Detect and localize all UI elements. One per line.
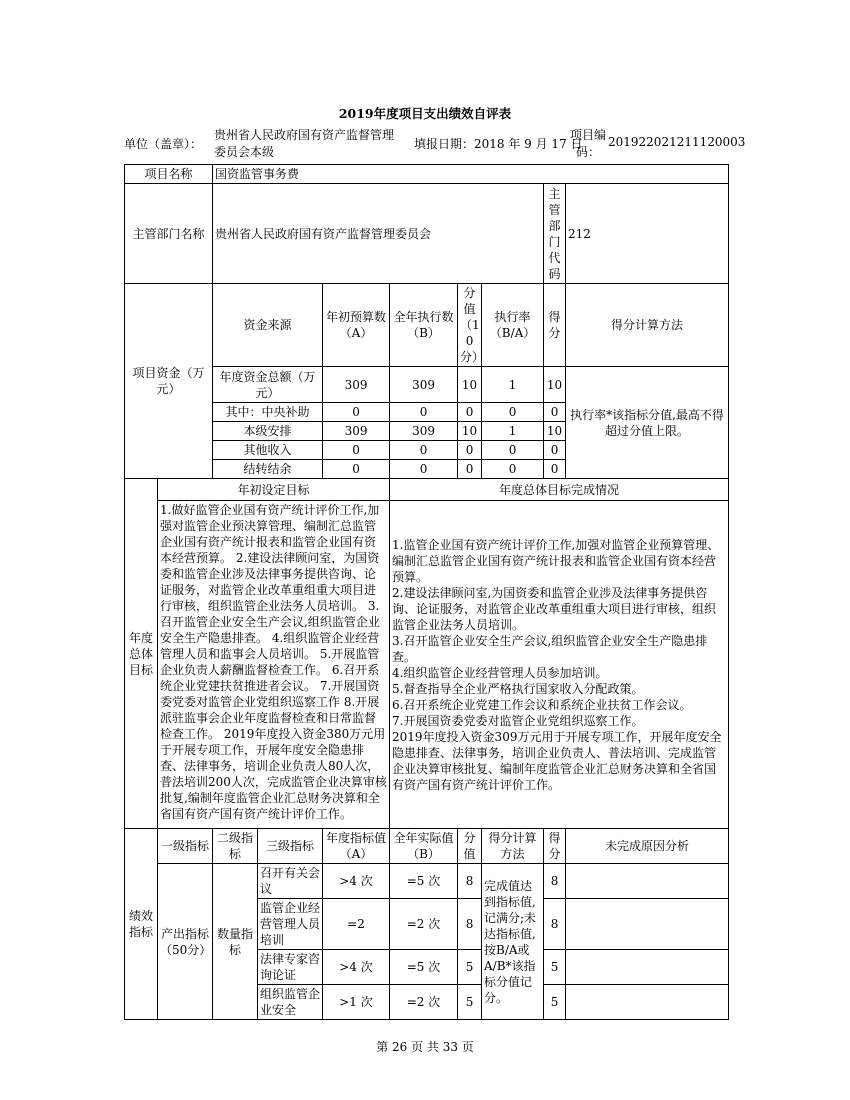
goals-done-line: 3.召开监管企业安全生产会议,组织监管企业安全生产隐患排查。 [392, 633, 708, 664]
funds-actual: 0 [390, 441, 458, 460]
ind-score-value: 5 [458, 985, 482, 1020]
funds-score: 10 [544, 422, 566, 441]
form-meta [124, 127, 746, 163]
funds-score-value: 10 [458, 367, 482, 403]
funds-source: 年度资金总额（万元） [213, 367, 323, 403]
dept-code-label: 主管部门代码 [544, 184, 566, 284]
funds-row [125, 367, 729, 403]
funds-score-value: 0 [458, 441, 482, 460]
ind-level1-value: 产出指标（50分） [158, 864, 213, 1020]
project-name-label: 项目名称 [125, 165, 213, 184]
goals-section-label: 年度总体目标 [125, 479, 158, 829]
project-name-row [125, 165, 729, 184]
form-title: 2019年度项目支出绩效自评表 [338, 106, 512, 121]
funds-header-score-value: 分值（10分） [458, 284, 482, 367]
funds-header-method: 得分计算方法 [566, 284, 729, 367]
ind-actual: =2 次 [390, 899, 458, 950]
funds-score: 0 [544, 441, 566, 460]
unit-label: 单位（盖章）： [124, 137, 203, 151]
funds-source: 本级安排 [213, 422, 323, 441]
ind-level2-value: 数量指标 [213, 864, 258, 1020]
ind-actual: =5 次 [390, 864, 458, 899]
goals-done-line: 6.召开系统企业党建工作会议和系统企业扶贫工作会议。 [392, 697, 692, 712]
funds-actual: 0 [390, 460, 458, 479]
ind-name: 监管企业经营管理人员培训 [258, 899, 323, 950]
project-name-value: 国资监管事务费 [213, 165, 729, 184]
ind-header-method: 得分计算方法 [482, 829, 544, 864]
ind-target: >4 次 [323, 950, 390, 985]
ind-score: 5 [544, 950, 566, 985]
dept-code-value: 212 [566, 184, 729, 284]
funds-rate: 1 [482, 367, 544, 403]
goals-set-text: 1.做好监管企业国有资产统计评价工作,加强对监管企业预决算管理、编制汇总监管企业国有资产统计报表和监管企业国有资本经营预算。 2.建设法律顾问室，为国资委和监管企业涉及法律事务提供咨询、论证服务，对监管企业改革重组重大项目进行审核，组织监管企业法务人员培训。 3.召开监管企业安全生产会议,组织监管企业安全生产隐患排查。 4.组织监管企业经营管理人员和监事会人员培训。 5.开展监管企业负责人薪酬监督检查工作。 6.召开系统企业党建扶贫推进者会议。 7.开展国资委党委对监管企业党组织巡察工作 8.开展派驻监事会企业年度监督检查和日常监督检查工作。 2019年度投入资金380万元用于开展专项工作，开展年度安全隐患排查、法律事务，培训企业负责人80人次，普法培训200人次，完成监管企业决算审核批复,编制年度监管企业汇总财务决算和全省国有资产国有资产统计评价工作。 [158, 501, 390, 829]
ind-method: 完成值达到指标值,记满分;未达指标值,按B/A或A/B*该指标分值记分。 [482, 864, 544, 1020]
ind-actual: =5 次 [390, 950, 458, 985]
funds-actual: 309 [390, 422, 458, 441]
indicators-section-label: 绩效指标 [125, 829, 158, 1020]
funds-source: 其中：中央补助 [213, 403, 323, 422]
ind-name: 召开有关会议 [258, 864, 323, 899]
funds-rate: 1 [482, 422, 544, 441]
goals-done-line: 5.督查指导全企业严格执行国家收入分配政策。 [392, 681, 644, 696]
funds-budget: 0 [323, 403, 390, 422]
ind-name: 法律专家咨询论证 [258, 950, 323, 985]
funds-header-score: 得分 [544, 284, 566, 367]
ind-score-value: 5 [458, 950, 482, 985]
goals-header-row [125, 479, 729, 501]
funds-actual: 0 [390, 403, 458, 422]
ind-header-score: 得分 [544, 829, 566, 864]
funds-section-label: 项目资金（万元） [125, 284, 213, 479]
ind-header-target: 年度指标值（A） [323, 829, 390, 864]
ind-score: 5 [544, 985, 566, 1020]
indicators-header-row [125, 829, 729, 864]
funds-rate: 0 [482, 460, 544, 479]
ind-target: >1 次 [323, 985, 390, 1020]
funds-actual: 309 [390, 367, 458, 403]
funds-rate: 0 [482, 403, 544, 422]
ind-reason [566, 899, 729, 950]
funds-score: 10 [544, 367, 566, 403]
ind-score: 8 [544, 899, 566, 950]
project-code-label: 项目编码： [569, 128, 606, 159]
goals-done-line: 2019年度投入资金309万元用于开展专项工作，开展年度安全隐患排查、法律事务，培训企业负责人、普法培训、完成监管企业决算审核批复、编制年度监管企业汇总财务决算和全省国有资产国有资产统计评价工作。 [392, 729, 722, 792]
ind-score: 8 [544, 864, 566, 899]
dept-value: 贵州省人民政府国有资产监督管理委员会 [213, 184, 544, 284]
ind-reason [566, 950, 729, 985]
funds-score: 0 [544, 403, 566, 422]
funds-source: 其他收入 [213, 441, 323, 460]
ind-header-score-value: 分值 [458, 829, 482, 864]
goals-set-header: 年初设定目标 [158, 479, 390, 501]
ind-header-level1: 一级指标 [158, 829, 213, 864]
funds-header-rate: 执行率（B/A） [482, 284, 544, 367]
funds-header-actual: 全年执行数（B） [390, 284, 458, 367]
dept-label: 主管部门名称 [125, 184, 213, 284]
page-footer: 第 26 页 共 33 页 [376, 1040, 474, 1054]
ind-name: 组织监管企业安全 [258, 985, 323, 1020]
goals-body-row [125, 501, 729, 829]
ind-actual: =2 次 [390, 985, 458, 1020]
funds-budget: 0 [323, 441, 390, 460]
report-date: 填报日期：2018 年 9 月 17 日 [414, 137, 583, 151]
funds-rate: 0 [482, 441, 544, 460]
ind-target: =2 [323, 899, 390, 950]
ind-reason [566, 985, 729, 1020]
evaluation-table [124, 164, 729, 1020]
funds-score-value: 10 [458, 422, 482, 441]
goals-done-line: 4.组织监管企业经营管理人员参加培训。 [392, 665, 608, 680]
project-code-value: 201922021211120003 [608, 135, 746, 149]
ind-header-level2: 二级指标 [213, 829, 258, 864]
ind-reason [566, 864, 729, 899]
ind-target: >4 次 [323, 864, 390, 899]
funds-budget: 309 [323, 422, 390, 441]
goals-done-text [390, 501, 729, 829]
goals-done-line: 2.建设法律顾问室,为国资委和监管企业涉及法律事务提供咨询、论证服务，对监管企业改革重组重大项目进行审核，组织监管企业法务人员培训。 [392, 585, 717, 632]
funds-score: 0 [544, 460, 566, 479]
ind-header-level3: 三级指标 [258, 829, 323, 864]
dept-row [125, 184, 729, 284]
goals-done-header: 年度总体目标完成情况 [390, 479, 729, 501]
goals-done-line: 1.监管企业国有资产统计评价工作,加强对监管企业预算管理、编制汇总监管企业国有资产统计报表和监管企业国有资本经营预算。 [392, 537, 720, 584]
unit-value: 贵州省人民政府国有资产监督管理委员会本级 [214, 128, 395, 159]
funds-header-row [125, 284, 729, 367]
indicator-row [125, 864, 729, 899]
funds-budget: 0 [323, 460, 390, 479]
funds-method: 执行率*该指标分值,最高不得超过分值上限。 [566, 367, 729, 479]
funds-header-source: 资金来源 [213, 284, 323, 367]
funds-score-value: 0 [458, 460, 482, 479]
funds-score-value: 0 [458, 403, 482, 422]
goals-done-line: 7.开展国资委党委对监管企业党组织巡察工作。 [392, 713, 644, 728]
ind-score-value: 8 [458, 864, 482, 899]
funds-source: 结转结余 [213, 460, 323, 479]
ind-header-actual: 全年实际值（B） [390, 829, 458, 864]
ind-score-value: 8 [458, 899, 482, 950]
funds-header-budget: 年初预算数（A） [323, 284, 390, 367]
ind-header-reason: 未完成原因分析 [566, 829, 729, 864]
funds-budget: 309 [323, 367, 390, 403]
